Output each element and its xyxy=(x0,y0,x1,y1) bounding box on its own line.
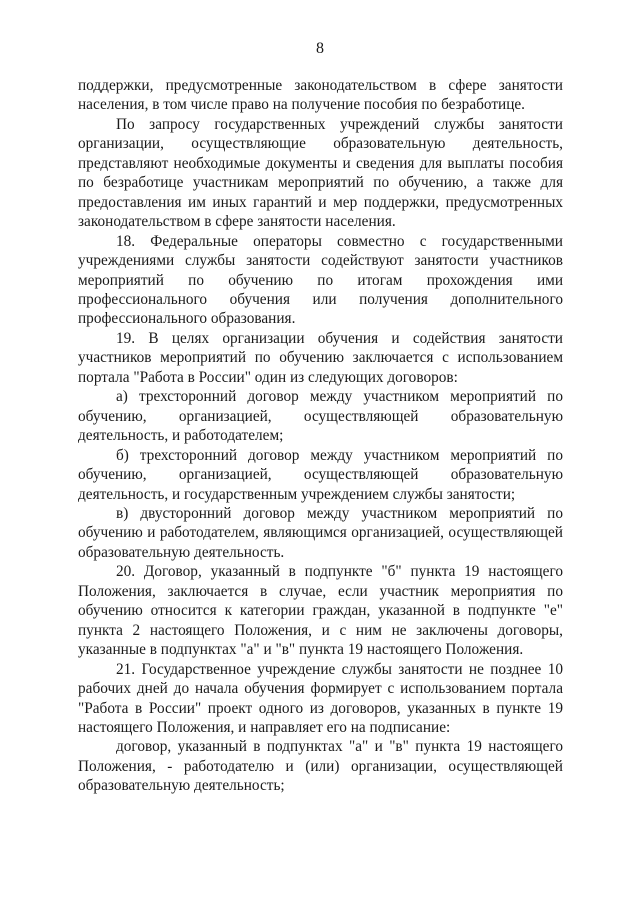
document-body xyxy=(78,76,563,796)
paragraph-19-b: б) трехсторонний договор между участником мероприятий по обучению, организацией, осуществляющей образовательную деятельность, и государственным учреждением службы занятости; xyxy=(78,446,563,503)
paragraph-20: 20. Договор, указанный в подпункте "б" пункта 19 настоящего Положения, заключается в случае, если участник мероприятия по обучению относится к категории граждан, указанной в подпункте "е" пункта 2 настоящего Положения, и с ним не заключены договоры, указанные в подпунктах "а" и "в" пункта 19 настоящего Положения. xyxy=(78,563,563,659)
paragraph-21: 21. Государственное учреждение службы занятости не позднее 10 рабочих дней до начала обучения формирует с использованием портала "Работа в России" проект одного из договоров, указанных в пункте 19 настоящего Положения, и направляет его на подписание: xyxy=(78,660,563,736)
page-number: 8 xyxy=(316,40,324,57)
paragraph-documents-request: По запросу государственных учреждений службы занятости организации, осуществляющие образовательную деятельность, представляют необходимые документы и сведения для выплаты пособия по безработице участникам мероприятий по обучению, а также для предоставления им иных гарантий и мер поддержки, предусмотренных законодательством в сфере занятости населения. xyxy=(78,115,563,231)
paragraph-18: 18. Федеральные операторы совместно с государственными учреждениями службы занятости содействуют занятости участников мероприятий по обучению по итогам прохождения ими профессионального обучения или получения дополнительного профессионального образования. xyxy=(78,232,563,328)
paragraph-21-contract: договор, указанный в подпунктах "а" и "в" пункта 19 настоящего Положения, - работодателю и (или) организации, осуществляющей образовательную деятельность; xyxy=(78,738,563,795)
paragraph-support-continuation: поддержки, предусмотренные законодательством в сфере занятости населения, в том числе право на получение пособия по безработице. xyxy=(78,77,563,114)
paragraph-19-v: в) двусторонний договор между участником мероприятий по обучению и работодателем, являющимся организацией, осуществляющей образовательную деятельность. xyxy=(78,504,563,561)
paragraph-19-a: а) трехсторонний договор между участником мероприятий по обучению, организацией, осуществляющей образовательную деятельность, и работодателем; xyxy=(78,388,563,445)
paragraph-19: 19. В целях организации обучения и содействия занятости участников мероприятий по обучению заключается с использованием портала "Работа в России" один из следующих договоров: xyxy=(78,329,563,386)
